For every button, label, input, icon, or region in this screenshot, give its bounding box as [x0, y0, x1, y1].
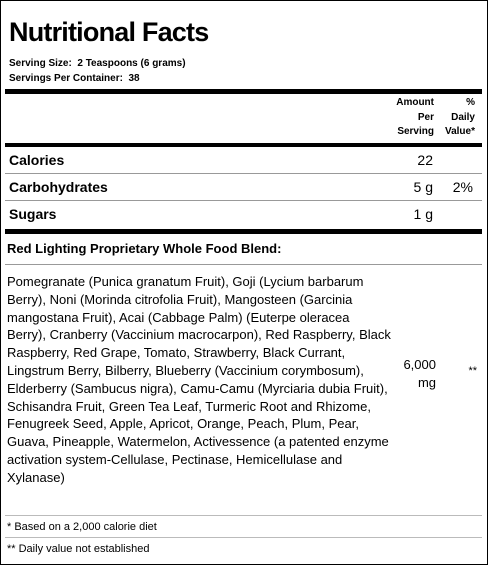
- blend-dv: **: [468, 365, 477, 377]
- footnote-not-established: ** Daily value not established: [7, 543, 150, 555]
- dv-header-line: Daily: [451, 111, 475, 123]
- thick-divider-header: [5, 143, 482, 147]
- nutrient-name-calories: Calories: [9, 152, 65, 168]
- nutrient-amount-carbohydrates: 5 g: [413, 179, 433, 195]
- amount-header-line: Amount: [396, 97, 434, 108]
- nutrient-amount-sugars: 1 g: [413, 206, 433, 222]
- footnote-calorie-diet: * Based on a 2,000 calorie diet: [7, 521, 157, 533]
- serving-size: Serving Size: 2 Teaspoons (6 grams): [9, 58, 186, 69]
- row-divider: [5, 200, 482, 201]
- blend-amount-unit: mg: [417, 375, 436, 390]
- nutrient-dv-carbohydrates: 2%: [452, 179, 473, 195]
- thick-divider-top: [5, 89, 482, 94]
- footnote-divider: [5, 537, 482, 538]
- blend-title: Red Lighting Proprietary Whole Food Blend:: [7, 241, 282, 256]
- nutrient-name-carbohydrates: Carbohydrates: [9, 179, 108, 195]
- amount-header-line: Per: [417, 111, 434, 123]
- panel-title: Nutritional Facts: [9, 17, 209, 47]
- footnote-divider: [5, 515, 482, 516]
- blend-amount: [376, 356, 436, 392]
- daily-value-header: [445, 96, 475, 140]
- row-divider: [5, 264, 482, 265]
- amount-header-line: Serving: [397, 126, 434, 137]
- nutrient-amount-calories: 22: [417, 152, 433, 168]
- dv-header-line: Value*: [444, 126, 475, 137]
- blend-amount-value: 6,000: [403, 357, 436, 372]
- nutrient-name-sugars: Sugars: [9, 206, 57, 222]
- servings-per-container: Servings Per Container: 38: [9, 73, 140, 84]
- row-divider: [5, 173, 482, 174]
- blend-ingredients: Pomegranate (Punica granatum Fruit), Goji (Lycium barbarum Berry), Noni (Morinda citrofolia Fruit), Mangosteen (Garcinia mangostana Fruit), Acai (Cabbage Palm) (Euterpe oleracea Berry), Cranberry (Vaccinium macrocarpon), Red Raspberry, Black Raspberry, Red Grape, Tomato, Strawberry, Black Currant, Lingstrum Berry, Bilberry, Blueberry (Vaccinium corymbosum), Elderberry (Sambucus nigra), Camu-Camu (Myrciaria dubia Fruit), Schisandra Fruit, Green Tea Leaf, Turmeric Root and Rhizome, Fenugreek Seed, Apple, Apricot, Orange, Peach, Plum, Pear, Guava, Pineapple, Watermelon, Activessence (a patented enzyme activation system-Cellulase, Pectinase, Hemicellulase and Xylanase): [7, 274, 391, 485]
- dv-header-line: %: [466, 97, 475, 108]
- thick-divider-blend: [5, 229, 482, 234]
- amount-per-serving-header: [396, 96, 434, 140]
